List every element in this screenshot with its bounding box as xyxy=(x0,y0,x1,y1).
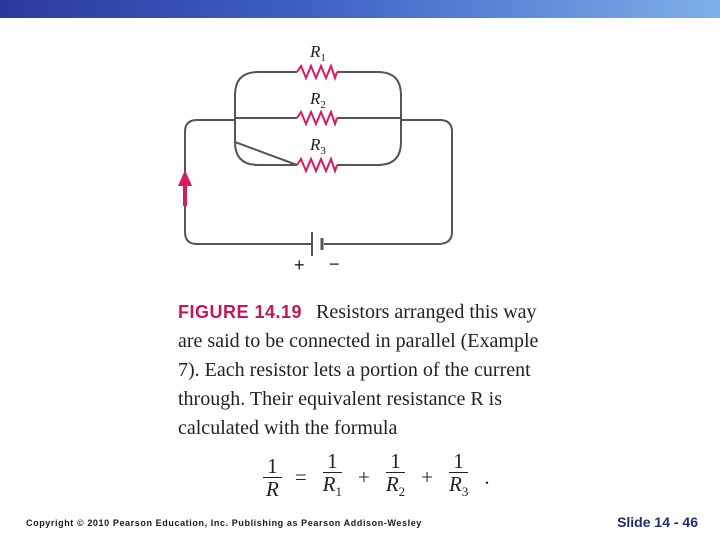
slide-number: Slide 14 - 46 xyxy=(617,514,698,530)
parallel-resistance-formula xyxy=(262,449,492,502)
battery-minus-sign: − xyxy=(329,254,340,274)
resistor-r2-icon xyxy=(297,112,337,124)
battery-plus-sign: + xyxy=(294,255,305,275)
label-r3: $R_3$ xyxy=(310,135,326,157)
formula-term-1: $\frac{1}{R_1}$ xyxy=(322,449,342,500)
formula-term-3: $\frac{1}{R_3}$ xyxy=(449,449,469,500)
formula-plus-1: + xyxy=(358,464,370,489)
formula-period: . xyxy=(484,464,490,489)
label-r1: $R_1$ xyxy=(310,42,326,64)
formula-lhs: $\frac{1}{R}$ xyxy=(262,455,283,500)
caption-text: Resistors arranged this way are said to be connected in parallel (Example 7). Each resistor lets a portion of the current through. Their equivalent resistance R is calculated with the formula xyxy=(178,301,539,439)
formula-plus-2: + xyxy=(421,464,434,489)
figure-caption xyxy=(178,298,558,443)
current-arrow-icon xyxy=(178,170,192,186)
formula-term-2: $\frac{1}{R_2}$ xyxy=(385,449,406,500)
formula-equals: = xyxy=(294,464,307,489)
resistor-r1-icon xyxy=(297,66,337,78)
label-r2: $R_2$ xyxy=(310,89,326,111)
figure-number: FIGURE 14.19 xyxy=(178,302,303,322)
resistor-r3-icon xyxy=(297,159,337,171)
copyright-notice: Copyright © 2010 Pearson Education, Inc. Publishing as Pearson Addison-Wesley xyxy=(26,518,422,528)
current-arrow-shaft xyxy=(183,184,187,206)
